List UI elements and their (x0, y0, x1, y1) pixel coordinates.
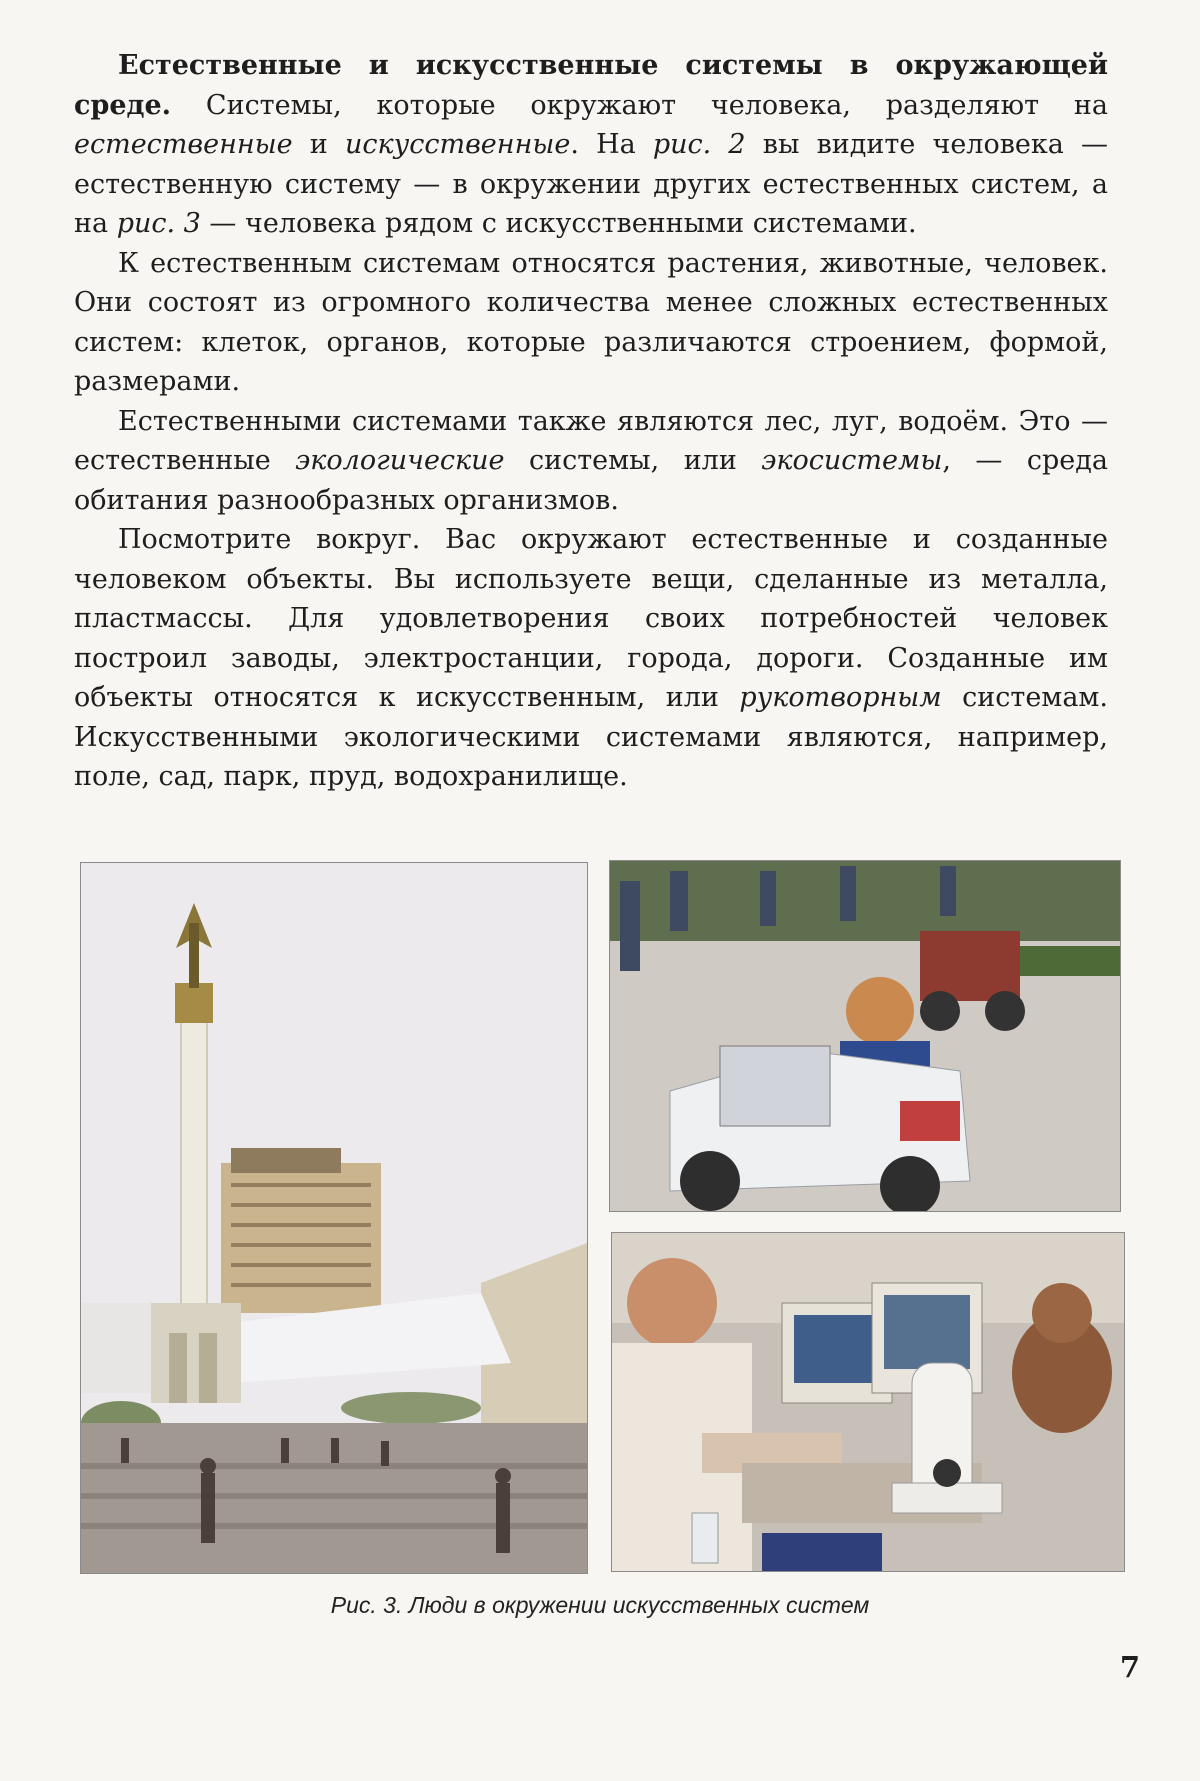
photo-city-square (80, 862, 588, 1574)
paragraph-2: К естественным системам относятся растения, животные, человек. Они состоят из огромного количества менее сложных естественных систем: клеток, органов, которые различаются строением, формой, размерами. (74, 247, 1108, 397)
text-run: и (292, 129, 345, 160)
term-natural: естественные (74, 129, 293, 160)
figure-caption: Рис. 3. Люди в окружении искусственных систем (330, 1592, 870, 1618)
body-text (74, 46, 1108, 797)
text-run: Посмотрите вокруг. Вас окружают естественные и созданные человеком объекты. Вы используете вещи, сделанные из металла, пластмассы. Для удовлетворения своих потребностей человек построил заводы, электростанции, города, дороги. Созданные им объекты относятся к искусственным, или (74, 524, 1108, 713)
section-heading: Естественные и искусственные системы в окружающей среде. (74, 50, 1108, 121)
page-number: 7 (1119, 1650, 1140, 1684)
text-run: вы видите человека — естественную систему — в окружении других естественных систем, а на (74, 129, 1109, 239)
paragraph-1 (74, 46, 1108, 244)
photo-toy-car (609, 860, 1121, 1212)
text-run: . На (570, 129, 653, 160)
paragraph-3 (74, 402, 1108, 521)
figure-ref-2: рис. 2 (652, 129, 746, 160)
text-run: Естественными системами также являются лес, луг, водоём. Это — естественные (74, 405, 1108, 476)
toy-car-illustration (610, 861, 1120, 1211)
term-ecosystems: экосистемы (761, 445, 943, 476)
term-artificial: искусственные (344, 129, 571, 160)
term-handmade: рукотворным (739, 682, 942, 713)
text-run: системам. Искусственными экологическими системами являются, например, поле, сад, парк, пруд, водохранилище. (74, 682, 1108, 792)
city-square-illustration (81, 863, 587, 1573)
figure-ref-3: рис. 3 (116, 208, 201, 239)
photo-computer-lab (611, 1232, 1125, 1572)
term-ecological: экологические (295, 445, 505, 476)
text-run: , — среда обитания разнообразных организмов. (74, 445, 1108, 516)
text-run: — человека рядом с искусственными системами. (200, 208, 917, 239)
paragraph-4 (74, 520, 1108, 797)
computer-lab-illustration (612, 1233, 1124, 1571)
text-run: системы, или (504, 445, 762, 476)
text-run: Системы, которые окружают человека, разделяют на (171, 89, 1108, 121)
